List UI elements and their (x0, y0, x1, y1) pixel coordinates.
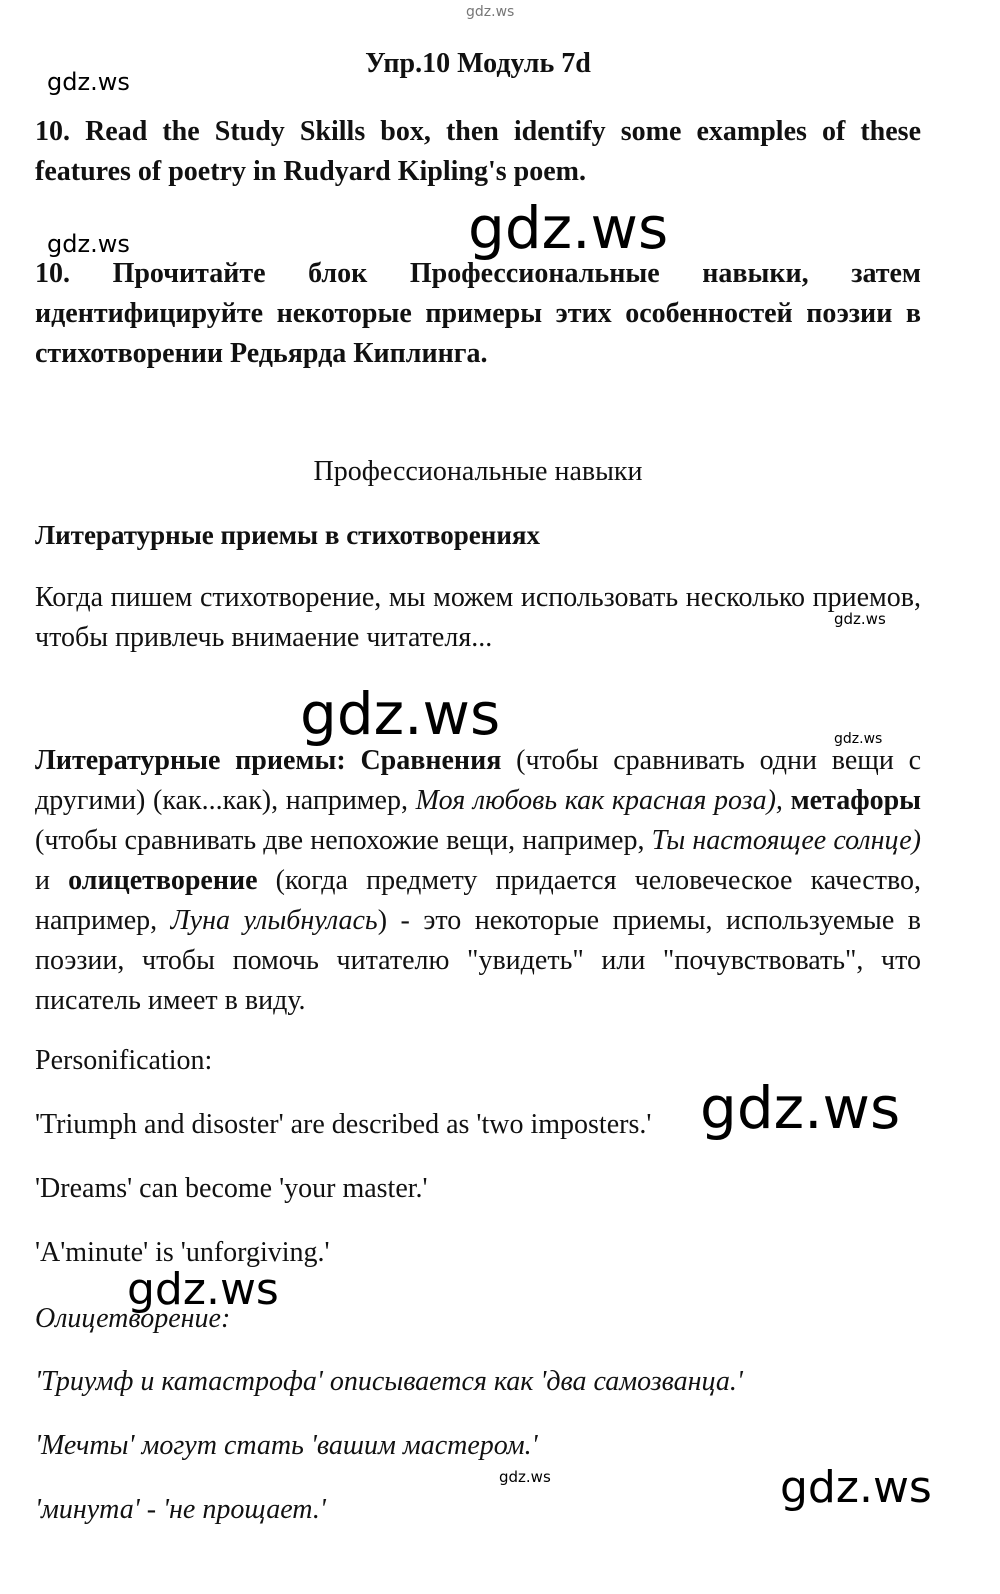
text-run: (чтобы сравнивать одни вещи с другими) (как...как), например, (35, 745, 921, 816)
devices-paragraph (35, 741, 921, 1021)
example-metaphor: Ты настоящее солнце) (651, 825, 921, 856)
text-run: ) - это некоторые приемы, используемые в поэзии, чтобы помочь читателю "увидеть" или "почувствовать", что писатель имеет в виду. (35, 905, 921, 1016)
term-metaphors: метафоры (790, 785, 922, 816)
watermark-5: gdz.ws (300, 680, 501, 748)
term-personification: олицетворение (68, 865, 258, 896)
personification-heading-ru: Олицетворение: (35, 1303, 231, 1334)
watermark-top: gdz.ws (466, 4, 515, 20)
watermark-3: gdz.ws (47, 230, 130, 258)
watermark-4: gdz.ws (834, 610, 886, 628)
text-run: и (35, 865, 69, 896)
example-simile: Моя любовь как красная роза), (415, 785, 783, 816)
box-subtitle: Литературные приемы в стихотворениях (35, 520, 540, 550)
text-run (783, 785, 791, 816)
watermark-10: gdz.ws (780, 1462, 932, 1513)
task-russian: 10. Прочитайте блок Профессиональные навыки, затем идентифицируйте некоторые примеры этих особенностей поэзии в стихотворении Редьярда Киплинга. (35, 258, 921, 369)
watermark-9: gdz.ws (499, 1468, 551, 1486)
watermark-2: gdz.ws (468, 194, 669, 262)
personification-line-ru: 'минута' - 'не прощает.' (35, 1494, 326, 1525)
intro-paragraph: Когда пишем стихотворение, мы можем использовать несколько приемов, чтобы привлечь внимаение читателя... (35, 582, 921, 653)
watermark-7: gdz.ws (700, 1074, 901, 1142)
watermark-1: gdz.ws (47, 68, 130, 96)
watermark-8: gdz.ws (127, 1264, 279, 1315)
devices-label: Литературные приемы: Сравнения (35, 745, 502, 776)
page-title: Упр.10 Модуль 7d (365, 48, 591, 79)
personification-line-ru: 'Мечты' могут стать 'вашим мастером.' (35, 1430, 538, 1461)
box-title: Профессиональные навыки (313, 456, 643, 487)
task-english: 10. Read the Study Skills box, then identify some examples of these features of poetry in Rudyard Kipling's poem. (35, 116, 921, 187)
personification-line-ru: 'Триумф и катастрофа' описывается как 'два самозванца.' (35, 1366, 743, 1397)
text-run: (когда предмету придается человеческое качество, например, (35, 865, 921, 936)
personification-line-en: 'A'minute' is 'unforgiving.' (35, 1237, 330, 1268)
example-personification: Луна улыбнулась (170, 905, 378, 936)
personification-line-en: 'Triumph and disoster' are described as 'two imposters.' (35, 1109, 652, 1140)
watermark-6: gdz.ws (834, 731, 883, 747)
personification-heading-en: Personification: (35, 1045, 213, 1076)
text-run: (чтобы сравнивать две непохожие вещи, например, (35, 825, 652, 856)
personification-line-en: 'Dreams' can become 'your master.' (35, 1173, 428, 1204)
